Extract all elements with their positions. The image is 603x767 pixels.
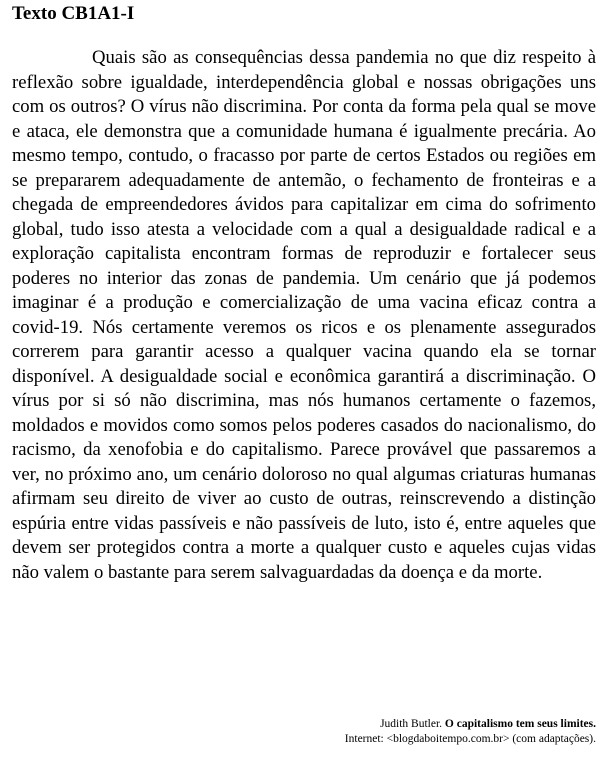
citation-internet-line: Internet: <blogdaboitempo.com.br> (com adaptações). xyxy=(344,733,596,745)
document-title: Texto CB1A1-I xyxy=(12,3,135,24)
body-paragraph: Quais são as consequências dessa pandemia no que diz respeito à reflexão sobre igualdade, interdependência global e nossas obrigações uns com os outros? O vírus não discrimina. Por conta da forma pela qual se move e ataca, ele demonstra que a comunidade humana é igualmente precária. Ao mesmo tempo, contudo, o fracasso por parte de certos Estados ou regiões em se prepararem adequadamente de antemão, o fechamento de fronteiras e a chegada de empreendedores ávidos para capitalizar em cima do sofrimento global, tudo isso atesta a velocidade com a qual a desigualdade radical e a exploração capitalista encontram formas de reproduzir e fortalecer seus poderes no interior das zonas de pandemia. Um cenário que já podemos imaginar é a produção e comercialização de uma vacina eficaz contra a covid-19. Nós certamente veremos os ricos e os plenamente assegurados correrem para garantir acesso a qualquer vacina quando ela se tornar disponível. A desigualdade social e econômica garantirá a discriminação. O vírus por si só não discrimina, mas nós humanos certamente o fazemos, moldados e movidos como somos pelos poderes casados do nacionalismo, do racismo, da xenofobia e do capitalismo. Parece provável que passaremos a ver, no próximo ano, um cenário doloroso no qual algumas criaturas humanas afirmam seu direito de viver ao custo de outras, reinscrevendo a distinção espúria entre vidas passíveis e não passíveis de luto, isto é, entre aqueles que devem ser protegidos contra a morte a qualquer custo e aqueles cujas vidas não valem o bastante para serem salvaguardadas da doença e da morte. xyxy=(12,47,596,583)
citation-work-title: O capitalismo tem seus limites. xyxy=(444,718,596,730)
citation-line-author xyxy=(345,717,596,732)
citation-author: Judith Butler. xyxy=(380,718,443,730)
source-citation xyxy=(345,717,596,747)
